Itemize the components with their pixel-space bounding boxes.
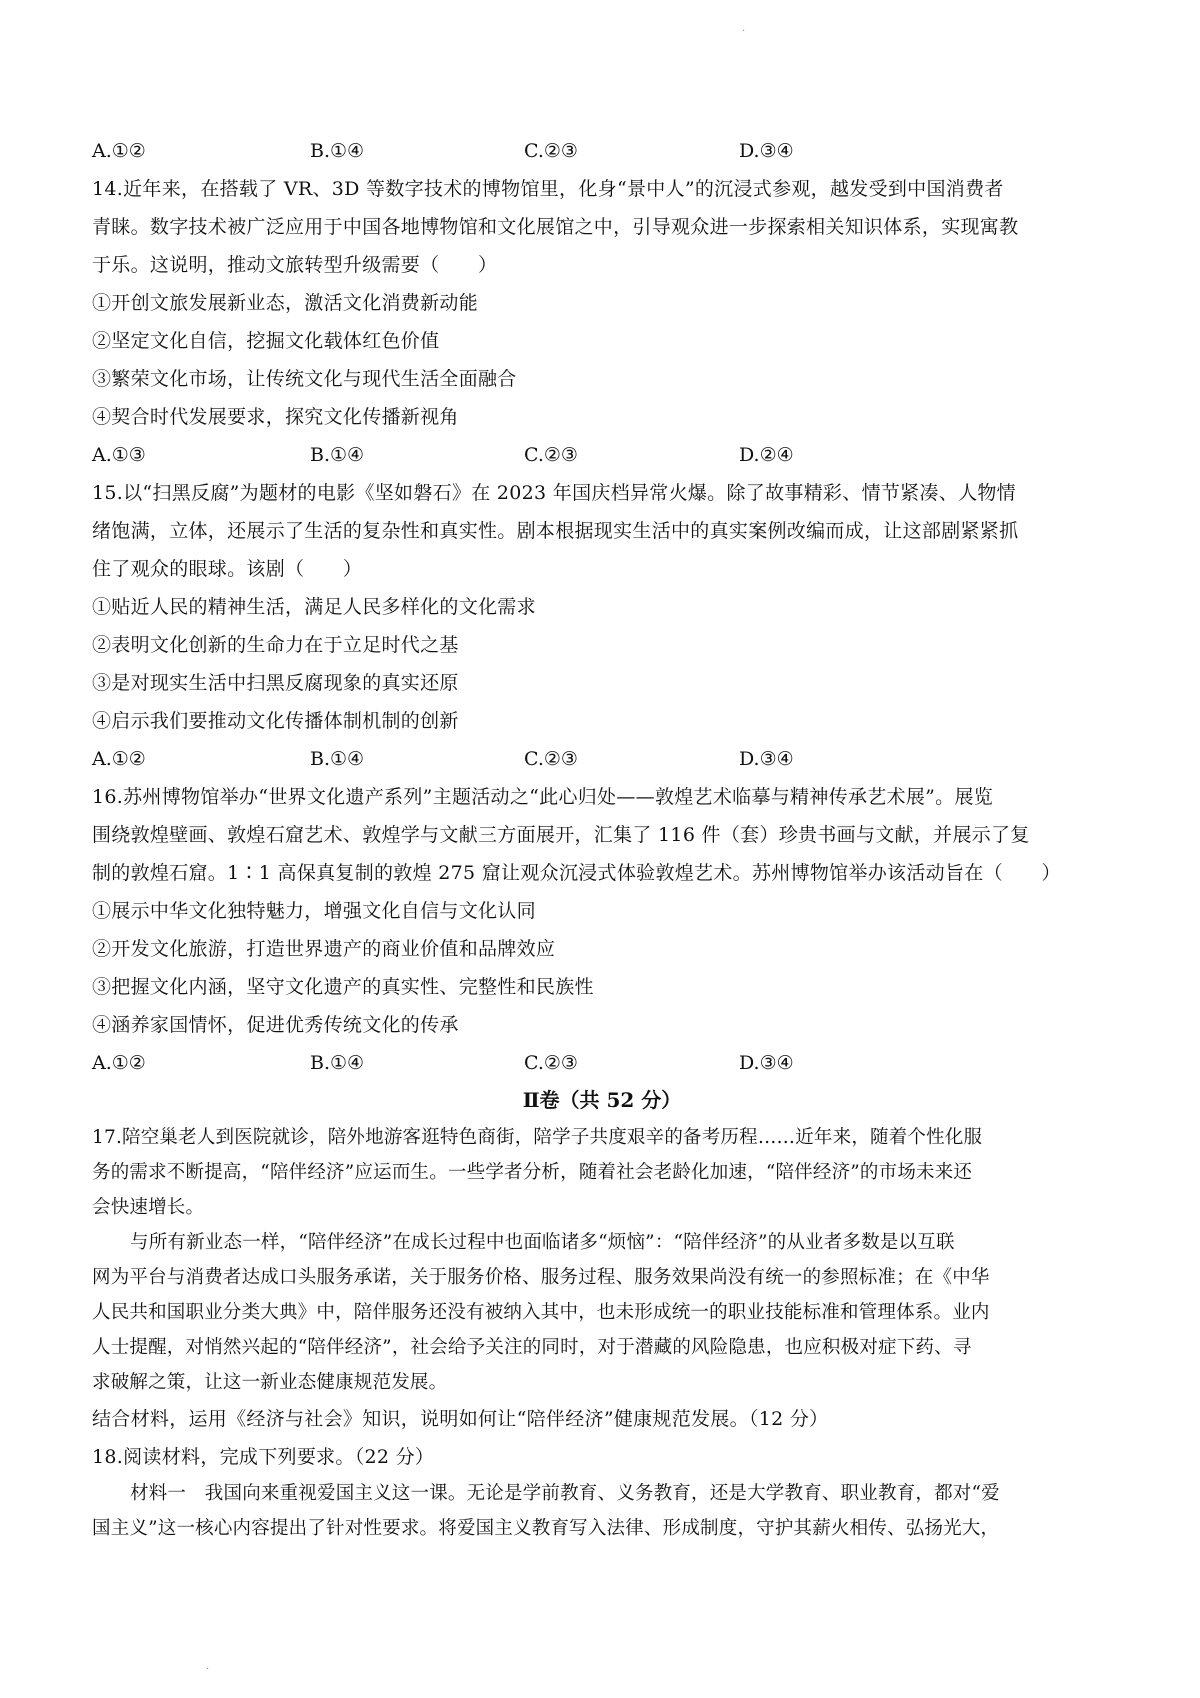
q14-option-c[interactable]: C.②③ [524,444,578,466]
q18-material-line: 国主义”这一核心内容提出了针对性要求。将爱国主义教育写入法律、形成制度，守护其薪火相传、弘扬光大， [92,1518,1000,1539]
q15-option-b[interactable]: B.①④ [310,748,365,770]
q16-stem-line: 制的敦煌石窟。1∶1 高保真复制的敦煌 275 窟让观众沉浸式体验敦煌艺术。苏州博物馆举办该活动旨在（ ） [92,862,1061,884]
q18-material-line: 材料一 我国向来重视爱国主义这一课。无论是学前教育、义务教育，还是大学教育、职业教育，都对“爱 [130,1483,1000,1504]
q14-stem-line: 14.近年来，在搭载了 VR、3D 等数字技术的博物馆里，化身“景中人”的沉浸式参观，越发受到中国消费者 [92,178,1004,200]
q15-options [92,740,1112,778]
q14-item-3: ③繁荣文化市场，让传统文化与现代生活全面融合 [92,368,517,390]
q18-stem: 18.阅读材料，完成下列要求。（22 分） [92,1446,435,1468]
scan-mark: · [742,26,746,37]
q15-option-d[interactable]: D.③④ [739,748,794,770]
scan-mark: · [206,1664,210,1675]
q15-item-4: ④启示我们要推动文化传播体制机制的创新 [92,710,459,732]
q17-para2-line: 求破解之策，让这一新业态健康规范发展。 [92,1372,448,1393]
q16-stem-line: 16.苏州博物馆举办“世界文化遗产系列”主题活动之“此心归处——敦煌艺术临摹与精神传承艺术展”。展览 [92,786,994,808]
q14-item-1: ①开创文旅发展新业态，激活文化消费新动能 [92,292,479,314]
q15-option-a[interactable]: A.①② [92,748,146,770]
q17-question: 结合材料，运用《经济与社会》知识，说明如何让“陪伴经济”健康规范发展。（12 分） [92,1408,829,1430]
question-15 [92,474,1112,778]
q15-item-3: ③是对现实生活中扫黑反腐现象的真实还原 [92,672,459,694]
q14-option-a[interactable]: A.①③ [92,444,146,466]
q14-options [92,436,1112,474]
q15-option-c[interactable]: C.②③ [524,748,578,770]
q16-option-a[interactable]: A.①② [92,1052,146,1074]
q17-para2-line: 与所有新业态一样，“陪伴经济”在成长过程中也面临诸多“烦恼”：“陪伴经济”的从业者多数是以互联 [130,1232,955,1253]
q15-stem-line: 绪饱满，立体，还展示了生活的复杂性和真实性。剧本根据现实生活中的真实案例改编而成，让这部剧紧紧抓 [92,520,1019,542]
q14-stem-line: 青睐。数字技术被广泛应用于中国各地博物馆和文化展馆之中，引导观众进一步探索相关知识体系，实现寓教 [92,216,1019,238]
q15-stem-line: 住了观众的眼球。该剧（ ） [92,558,363,580]
q15-item-2: ②表明文化创新的生命力在于立足时代之基 [92,634,459,656]
q16-options [92,1044,1112,1082]
q13-options [92,132,1112,170]
q17-para1-line: 务的需求不断提高，“陪伴经济”应运而生。一些学者分析，随着社会老龄化加速，“陪伴经济”的市场未来还 [92,1162,973,1183]
q16-option-b[interactable]: B.①④ [310,1052,365,1074]
q13-option-a[interactable]: A.①② [92,140,146,162]
q16-item-4: ④涵养家国情怀，促进优秀传统文化的传承 [92,1014,459,1036]
q15-item-1: ①贴近人民的精神生活，满足人民多样化的文化需求 [92,596,536,618]
q14-stem-line: 于乐。这说明，推动文旅转型升级需要（ ） [92,254,498,276]
q16-item-2: ②开发文化旅游，打造世界遗产的商业价值和品牌效应 [92,938,556,960]
q13-option-b[interactable]: B.①④ [310,140,365,162]
q17-para2-line: 人民共和国职业分类大典》中，陪伴服务还没有被纳入其中，也未形成统一的职业技能标准和管理体系。业内 [92,1302,990,1323]
q16-item-3: ③把握文化内涵，坚守文化遗产的真实性、完整性和民族性 [92,976,594,998]
section-2-title: Ⅱ卷（共 52 分） [522,1088,682,1112]
q17-para1-line: 会快速增长。 [92,1197,205,1218]
q17-para2-line: 人士提醒，对悄然兴起的“陪伴经济”，社会给予关注的同时，对于潜藏的风险隐患，也应积极对症下药、寻 [92,1337,972,1358]
q15-stem-line: 15.以“扫黑反腐”为题材的电影《坚如磐石》在 2023 年国庆档异常火爆。除了故事精彩、情节紧凑、人物情 [92,482,1016,504]
q13-option-c[interactable]: C.②③ [524,140,578,162]
q16-option-d[interactable]: D.③④ [739,1052,794,1074]
question-16 [92,778,1112,1082]
exam-page [92,132,1112,1546]
question-18 [92,1438,1112,1546]
q14-option-b[interactable]: B.①④ [310,444,365,466]
q16-option-c[interactable]: C.②③ [524,1052,578,1074]
question-17 [92,1120,1112,1438]
q14-option-d[interactable]: D.②④ [739,444,794,466]
q13-option-d[interactable]: D.③④ [739,140,794,162]
q16-item-1: ①展示中华文化独特魅力，增强文化自信与文化认同 [92,900,536,922]
q16-stem-line: 围绕敦煌壁画、敦煌石窟艺术、敦煌学与文献三方面展开，汇集了 116 件（套）珍贵书画与文献，并展示了复 [92,824,1030,846]
q17-para2-line: 网为平台与消费者达成口头服务承诺，关于服务价格、服务过程、服务效果尚没有统一的参照标准；在《中华 [92,1267,990,1288]
q17-para1-line: 17.陪空巢老人到医院就诊，陪外地游客逛特色商街，陪学子共度艰辛的备考历程……近年来，随着个性化服 [92,1127,983,1148]
q14-item-4: ④契合时代发展要求，探究文化传播新视角 [92,406,459,428]
q14-item-2: ②坚定文化自信，挖掘文化载体红色价值 [92,330,440,352]
question-14 [92,170,1112,474]
